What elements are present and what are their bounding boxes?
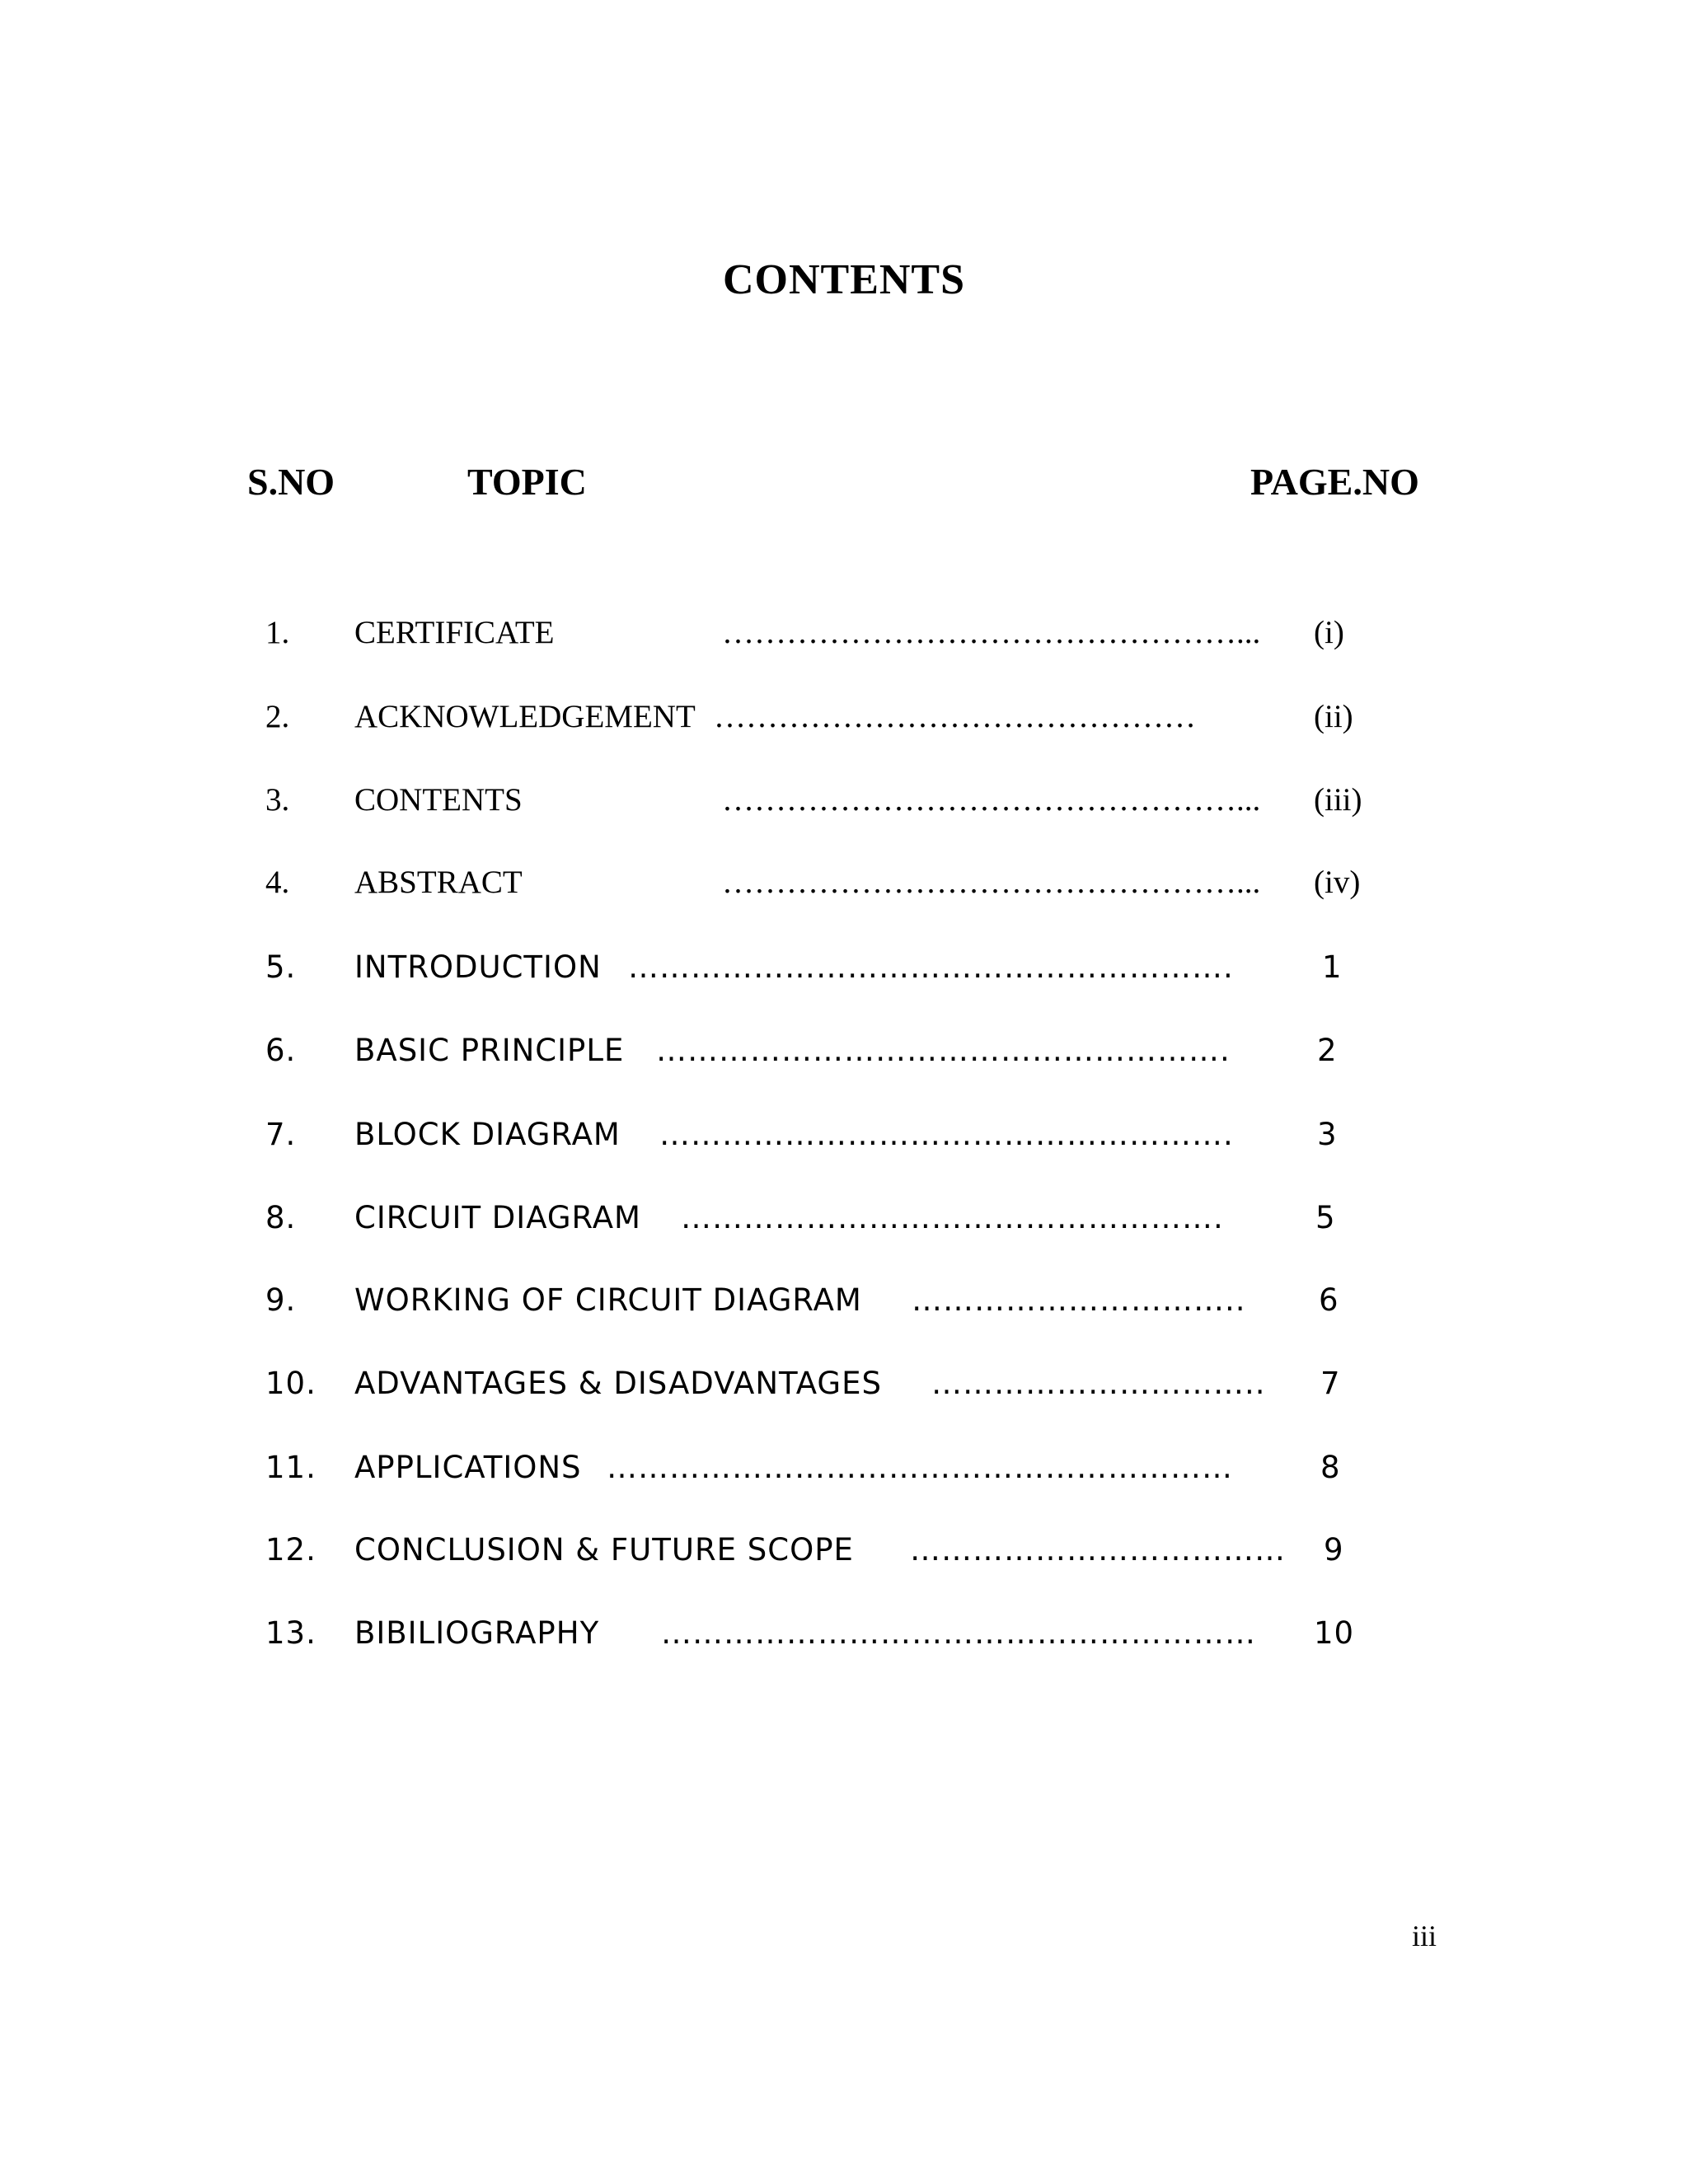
entry-number: 10. [265,1366,316,1401]
entry-page: (ii) [1314,699,1353,734]
entry-topic: CERTIFICATE [354,615,555,650]
entry-number: 3. [265,782,290,818]
entry-leader-dots: ………………………….. [931,1366,1266,1401]
entry-topic: ABSTRACT [354,865,523,900]
entry-page: 5 [1315,1200,1336,1235]
entry-number: 5. [265,949,297,985]
toc-entry-acknowledgement [0,698,1688,748]
entry-leader-dots: ………………………….. [912,1282,1246,1318]
entry-leader-dots: ……………………………………………. [681,1200,1224,1235]
entry-topic: CONCLUSION & FUTURE SCOPE [354,1532,854,1568]
entry-topic: BLOCK DIAGRAM [354,1117,621,1152]
entry-leader-dots: ………………………………………………. [656,1033,1231,1068]
page-number: iii [1412,1919,1437,1952]
entry-page: 2 [1317,1033,1338,1068]
page-title: CONTENTS [722,256,966,303]
toc-entry-certificate [0,614,1688,663]
entry-page: 1 [1322,949,1343,985]
entry-number: 12. [265,1532,316,1568]
entry-number: 13. [265,1615,316,1651]
toc-entry-introduction [0,949,1688,999]
entry-page: (iv) [1314,865,1361,900]
entry-number: 9. [265,1282,297,1318]
entry-leader-dots: ………………………………………………… [661,1615,1256,1651]
entry-topic: APPLICATIONS [354,1450,582,1485]
entry-leader-dots: …………………………………………………. [628,949,1234,985]
entry-topic: WORKING OF CIRCUIT DIAGRAM [354,1282,862,1318]
entry-number: 1. [265,615,290,650]
entry-number: 11. [265,1450,316,1485]
entry-number: 6. [265,1033,297,1068]
entry-leader-dots: ………………………………………………. [659,1117,1234,1152]
entry-page: (iii) [1314,782,1362,818]
entry-leader-dots: …………………………………………... [722,615,1261,650]
entry-leader-dots: …………………………………………... [722,782,1261,818]
toc-entry-working-of-circuit-diagram [0,1282,1688,1332]
toc-entry-contents [0,781,1688,831]
entry-number: 7. [265,1117,297,1152]
entry-number: 4. [265,865,290,900]
toc-entry-bibiliography [0,1615,1688,1665]
entry-leader-dots: …………………………………………... [722,865,1261,900]
toc-entry-block-diagram [0,1117,1688,1166]
toc-entry-abstract [0,864,1688,913]
entry-page: 7 [1320,1366,1341,1401]
toc-entry-conclusion-future-scope [0,1532,1688,1582]
entry-page: 6 [1319,1282,1339,1318]
toc-entry-applications [0,1450,1688,1499]
entry-topic: ADVANTAGES & DISADVANTAGES [354,1366,882,1401]
toc-entry-advantages-disadvantages [0,1366,1688,1415]
column-header-sno: S.NO [247,461,335,503]
entry-page: 9 [1324,1532,1344,1568]
entry-number: 8. [265,1200,297,1235]
entry-topic: CONTENTS [354,782,523,818]
toc-entry-basic-principle [0,1033,1688,1082]
entry-number: 2. [265,699,290,734]
entry-page: 3 [1317,1117,1338,1152]
entry-topic: INTRODUCTION [354,949,602,985]
entry-topic: ACKNOWLEDGEMENT [354,699,696,734]
entry-leader-dots: ……………………………………… [714,699,1196,734]
column-header-page: PAGE.NO [1250,461,1419,503]
entry-leader-dots: …………………………………………………… [607,1450,1233,1485]
entry-page: (i) [1314,615,1344,650]
entry-topic: BASIC PRINCIPLE [354,1033,625,1068]
entry-topic: BIBILIOGRAPHY [354,1615,600,1651]
entry-page: 8 [1320,1450,1341,1485]
entry-topic: CIRCUIT DIAGRAM [354,1200,641,1235]
column-header-topic: TOPIC [467,461,587,503]
entry-page: 10 [1314,1615,1355,1651]
toc-entry-circuit-diagram [0,1200,1688,1249]
entry-leader-dots: ……………………………… [910,1532,1286,1568]
